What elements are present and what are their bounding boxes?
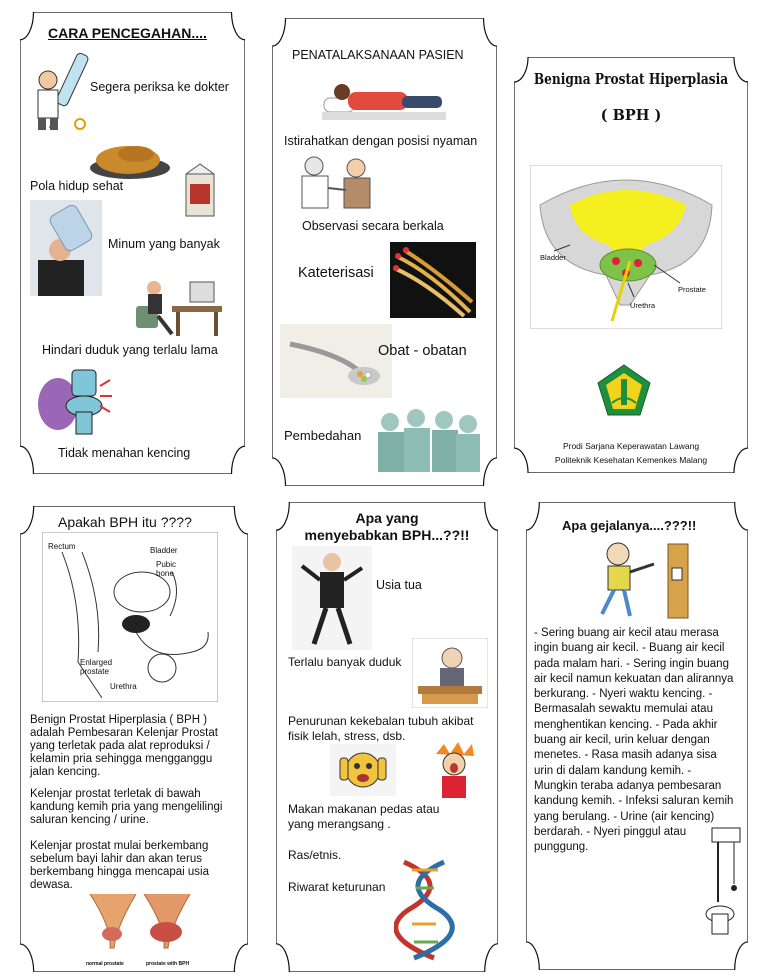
prevention-item-doctor: Segera periksa ke dokter xyxy=(90,80,229,94)
prevention-item-lifestyle: Pola hidup sehat xyxy=(30,179,124,193)
milk-carton-icon xyxy=(182,162,218,218)
label-urethra-anatomy: Urethra xyxy=(110,682,137,691)
dna-helix-icon xyxy=(394,858,468,962)
causes-title-line2: menyebabkan BPH...??!! xyxy=(304,527,470,543)
stressed-face-icon xyxy=(330,744,396,796)
management-item-catheter: Kateterisasi xyxy=(298,265,374,281)
doctor-syringe-icon xyxy=(28,50,98,132)
management-panel xyxy=(272,18,497,486)
urgent-bathroom-icon xyxy=(584,538,696,624)
institution-logo xyxy=(596,363,652,419)
toilet-icon xyxy=(38,366,114,438)
management-item-rest: Istirahatkan dengan posisi nyaman xyxy=(284,134,478,148)
symptoms-panel xyxy=(526,502,748,970)
old-man-icon xyxy=(292,546,372,650)
label-urethra: Urethra xyxy=(630,301,656,310)
causes-title-line1: Apa yang xyxy=(355,510,419,526)
food-plate-icon xyxy=(88,134,173,182)
what-is-bph-panel xyxy=(20,506,248,972)
screaming-man-icon xyxy=(426,740,482,800)
what-paragraph-3: Kelenjar prostat mulai berkembang sebelum bayi lahir dan akan terus berkembang hingga mencapai usia dewasa. xyxy=(30,840,210,891)
cause-item-age: Usia tua xyxy=(376,578,422,592)
label-bladder-anatomy: Bladder xyxy=(150,546,178,555)
surgery-team-icon xyxy=(368,404,484,476)
management-title: PENATALAKSANAAN PASIEN xyxy=(292,48,464,62)
symptoms-text: - Sering buang air kecil atau merasa ingin buang air kecil. - Buang air kecil pada malam hari. - Sering ingin buang air kecil namun kekuatan dan alirannya berkurang. - Nyeri waktu kencing. - Bermasalah sewaktu memulai atau menghentikan kencing. - Pada akhir buang air kecil, urin keluar dengan menetes. - Rasa masih adanya sisa urin di dalam kandung kemih. - Mungkin teraba adanya pembesaran kandung kemih. - Infeksi saluran kemih yang berulang. - Urine (air kencing) berdarah. - Nyeri pinggul atau punggung. xyxy=(534,627,734,854)
management-item-observation: Observasi secara berkala xyxy=(302,219,444,233)
medicine-spoon-icon xyxy=(280,324,392,398)
label-prostate: Prostate xyxy=(678,285,706,294)
cause-item-sitting: Terlalu banyak duduk xyxy=(288,655,402,669)
catheter-icon xyxy=(390,242,476,318)
doctor-observation-icon xyxy=(290,154,382,216)
cause-item-heredity: Riwarat keturunan xyxy=(288,880,386,894)
symptoms-title: Apa gejalanya....???!! xyxy=(562,518,697,533)
prevention-item-sitting: Hindari duduk yang terlalu lama xyxy=(42,343,218,357)
institution-line2: Politeknik Kesehatan Kemenkes Malang xyxy=(554,455,708,465)
male-anatomy-diagram xyxy=(42,532,218,702)
label-rectum: Rectum xyxy=(48,542,76,551)
what-paragraph-1: Benign Prostat Hiperplasia ( BPH ) adalah Pembesaran Kelenjar Prostat yang terletak pada alat reproduksi / kelamin pria sehingga mengganggu jalan kencing. xyxy=(30,714,218,778)
label-pubic-bone: Pubic bone xyxy=(156,560,177,578)
caption-bph-prostate: prostate with BPH xyxy=(146,961,190,967)
pull-chain-toilet-icon xyxy=(704,824,744,940)
cause-item-immunity: Penurunan kekebalan tubuh akibat fisik lelah, stress, dsb. xyxy=(288,714,474,743)
what-title: Apakah BPH itu ???? xyxy=(58,514,192,530)
prevention-item-drink: Minum yang banyak xyxy=(108,237,220,251)
drinking-water-photo xyxy=(30,200,102,296)
bladder-prostate-diagram xyxy=(530,165,722,329)
cover-title-line2: ( BPH ) xyxy=(600,107,662,124)
cover-panel xyxy=(514,57,748,473)
cause-item-spicy-food: Makan makanan pedas atau yang merangsang . xyxy=(288,802,440,831)
prevention-title: CARA PENCEGAHAN.... xyxy=(48,25,207,41)
prostate-comparison-image xyxy=(82,888,198,962)
management-item-surgery: Pembedahan xyxy=(284,428,362,443)
management-item-medicine: Obat - obatan xyxy=(378,343,467,359)
caption-normal-prostate: normal prostate xyxy=(86,961,124,967)
what-paragraph-2: Kelenjar prostat terletak di bawah kandung kemih pria yang mengelilingi saluran kencing / urine. xyxy=(30,788,223,826)
cover-title-line1: Benigna Prostat Hiperplasia xyxy=(533,71,729,88)
causes-panel xyxy=(276,502,498,972)
resting-patient-icon xyxy=(322,68,446,126)
prevention-item-hold-urine: Tidak menahan kencing xyxy=(58,446,191,460)
man-at-desk-icon xyxy=(132,276,224,338)
cause-item-race: Ras/etnis. xyxy=(288,848,342,862)
label-bladder: Bladder xyxy=(540,253,566,262)
old-man-desk-icon xyxy=(412,638,488,708)
institution-line1: Prodi Sarjana Keperawatan Lawang xyxy=(562,441,700,451)
prevention-panel xyxy=(20,12,245,474)
label-enlarged-prostate: Enlarged prostate xyxy=(80,658,113,676)
